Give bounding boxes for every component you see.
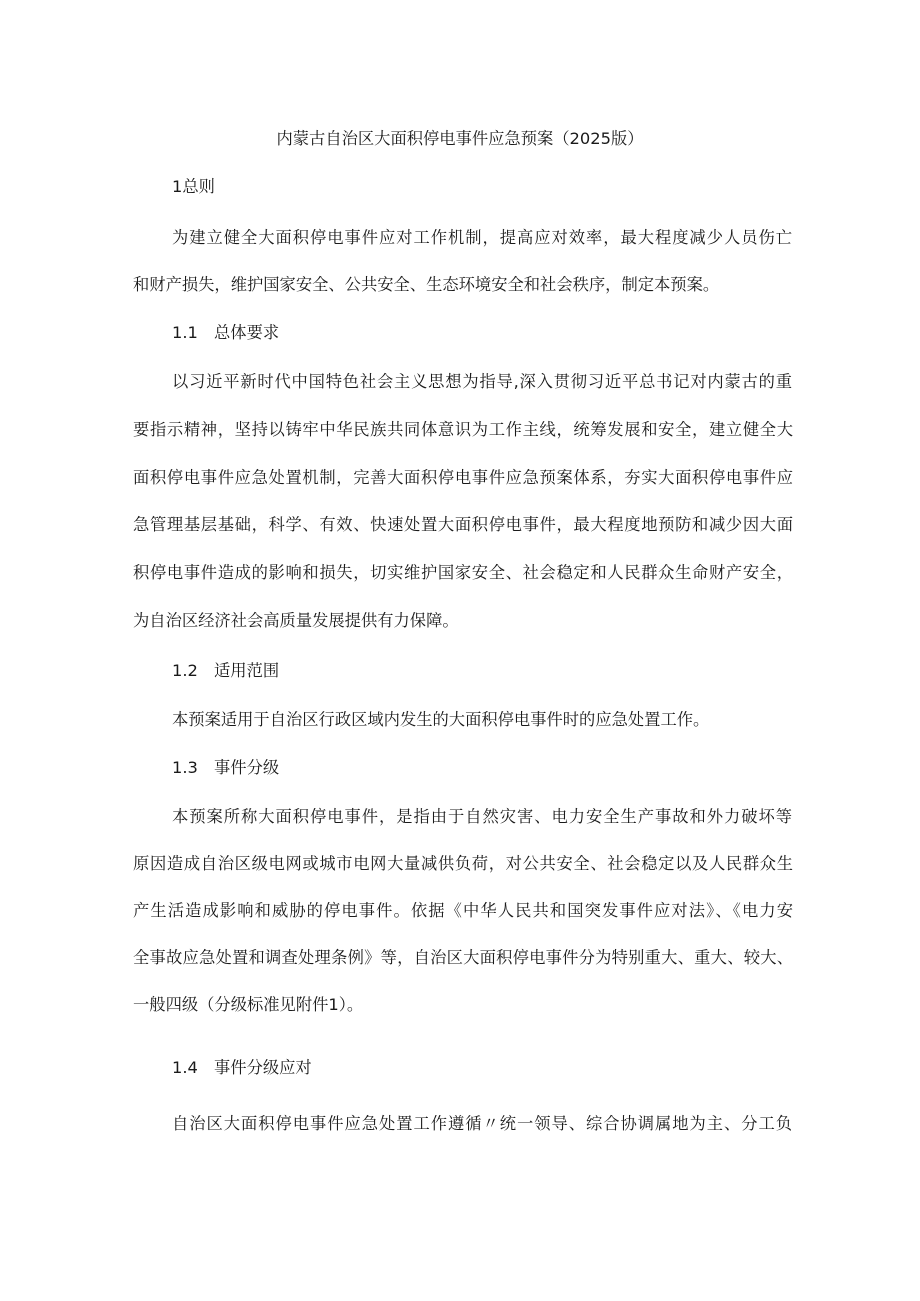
paragraph-line: 全事故应急处置和调查处理条例》等，自治区大面积停电事件分为特别重大、重大、较大、 bbox=[133, 948, 793, 967]
paragraph-line: 和财产损失，维护国家安全、公共安全、生态环境安全和社会秩序，制定本预案。 bbox=[133, 275, 720, 294]
paragraph-line: 本预案适用于自治区行政区域内发生的大面积停电事件时的应急处置工作。 bbox=[172, 710, 710, 729]
section-title: 适用范围 bbox=[214, 661, 280, 680]
paragraph-line: 本预案所称大面积停电事件，是指由于自然灾害、电力安全生产事故和外力破坏等 bbox=[172, 807, 792, 826]
section-number: 1.3 bbox=[172, 758, 198, 777]
paragraph-line: 急管理基层基础，科学、有效、快速处置大面积停电事件，最大程度地预防和减少因大面 bbox=[133, 515, 793, 534]
paragraph-line: 面积停电事件应急处置机制，完善大面积停电事件应急预案体系，夯实大面积停电事件应 bbox=[133, 468, 793, 487]
section-title: 事件分级 bbox=[214, 758, 280, 777]
paragraph-line: 以习近平新时代中国特色社会主义思想为指导,深入贯彻习近平总书记对内蒙古的重 bbox=[172, 372, 792, 391]
paragraph-line: 产生活造成影响和威胁的停电事件。依据《中华人民共和国突发事件应对法》、《电力安 bbox=[133, 901, 793, 920]
section-title: 事件分级应对 bbox=[214, 1058, 312, 1077]
section-heading-1-4 bbox=[172, 1057, 792, 1079]
section-number: 1.4 bbox=[172, 1058, 198, 1077]
paragraph-line: 一般四级（分级标准见附件1）。 bbox=[133, 995, 364, 1014]
paragraph-line: 自治区大面积停电事件应急处置工作遵循〃统一领导、综合协调属地为主、分工负 bbox=[172, 1114, 792, 1133]
paragraph-line: 为建立健全大面积停电事件应对工作机制，提高应对效率，最大程度减少人员伤亡 bbox=[172, 228, 792, 247]
paragraph-line: 要指示精神，坚持以铸牢中华民族共同体意识为工作主线，统筹发展和安全，建立健全大 bbox=[133, 420, 793, 439]
section-heading-1: 1总则 bbox=[172, 177, 215, 196]
section-heading-1-3 bbox=[172, 757, 792, 779]
section-title: 总体要求 bbox=[214, 323, 280, 342]
paragraph-line: 为自治区经济社会高质量发展提供有力保障。 bbox=[133, 611, 459, 630]
section-heading-1-1 bbox=[172, 322, 792, 344]
section-number: 1.2 bbox=[172, 661, 198, 680]
paragraph-line: 积停电事件造成的影响和损失，切实维护国家安全、社会稳定和人民群众生命财产安全， bbox=[133, 563, 793, 582]
paragraph-line: 原因造成自治区级电网或城市电网大量减供负荷，对公共安全、社会稳定以及人民群众生 bbox=[133, 854, 793, 873]
section-number: 1.1 bbox=[172, 323, 198, 342]
section-heading-1-2 bbox=[172, 660, 792, 682]
document-title: 内蒙古自治区大面积停电事件应急预案（2025版） bbox=[276, 129, 644, 148]
